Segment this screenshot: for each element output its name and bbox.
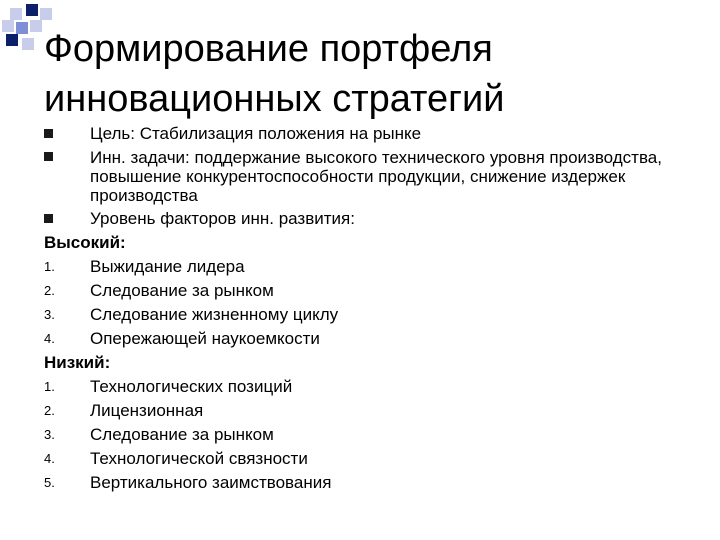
numbered-item	[44, 255, 684, 279]
item-number: 3.	[44, 307, 55, 322]
section-heading-high: Высокий:	[44, 233, 126, 252]
item-number: 4.	[44, 451, 55, 466]
square-bullet-icon	[44, 152, 53, 161]
item-number: 1.	[44, 379, 55, 394]
numbered-item	[44, 471, 684, 495]
item-number: 2.	[44, 403, 55, 418]
numbered-item	[44, 327, 684, 351]
deco-square	[26, 4, 38, 16]
deco-square	[22, 38, 34, 50]
bullet-item	[44, 207, 684, 231]
numbered-item	[44, 303, 684, 327]
item-text: Выжидание лидера	[90, 257, 245, 276]
numbered-item	[44, 423, 684, 447]
deco-square	[6, 34, 18, 46]
item-text: Вертикального заимствования	[90, 473, 332, 492]
item-text: Опережающей наукоемкости	[90, 329, 320, 348]
numbered-item	[44, 447, 684, 471]
bullet-text: Инн. задачи: поддержание высокого технического уровня производства, повышение конкурентоспособности продукции, снижение издержек производства	[90, 148, 662, 205]
deco-square	[10, 8, 22, 20]
numbered-item	[44, 399, 684, 423]
bullet-item	[44, 122, 684, 146]
bullet-text: Цель: Стабилизация положения на рынке	[90, 124, 422, 143]
item-text: Технологической связности	[90, 449, 308, 468]
deco-square	[30, 20, 42, 32]
item-text: Следование за рынком	[90, 281, 274, 300]
item-text: Следование жизненному циклу	[90, 305, 339, 324]
item-text: Следование за рынком	[90, 425, 274, 444]
deco-square	[40, 8, 52, 20]
deco-square	[16, 22, 28, 34]
slide-body	[44, 122, 684, 495]
title-line: инновационных стратегий	[44, 78, 505, 120]
section-heading-low: Низкий:	[44, 353, 111, 372]
item-number: 4.	[44, 331, 55, 346]
deco-square	[2, 20, 14, 32]
item-text: Лицензионная	[90, 401, 204, 420]
item-number: 3.	[44, 427, 55, 442]
bullet-text: Уровень факторов инн. развития:	[90, 209, 355, 228]
item-number: 1.	[44, 259, 55, 274]
slide-title	[44, 24, 684, 124]
square-bullet-icon	[44, 214, 53, 223]
numbered-item	[44, 375, 684, 399]
bullet-item	[44, 146, 684, 207]
square-bullet-icon	[44, 129, 53, 138]
numbered-item	[44, 279, 684, 303]
title-line: Формирование портфеля	[44, 28, 493, 70]
item-number: 2.	[44, 283, 55, 298]
item-number: 5.	[44, 475, 55, 490]
item-text: Технологических позиций	[90, 377, 293, 396]
